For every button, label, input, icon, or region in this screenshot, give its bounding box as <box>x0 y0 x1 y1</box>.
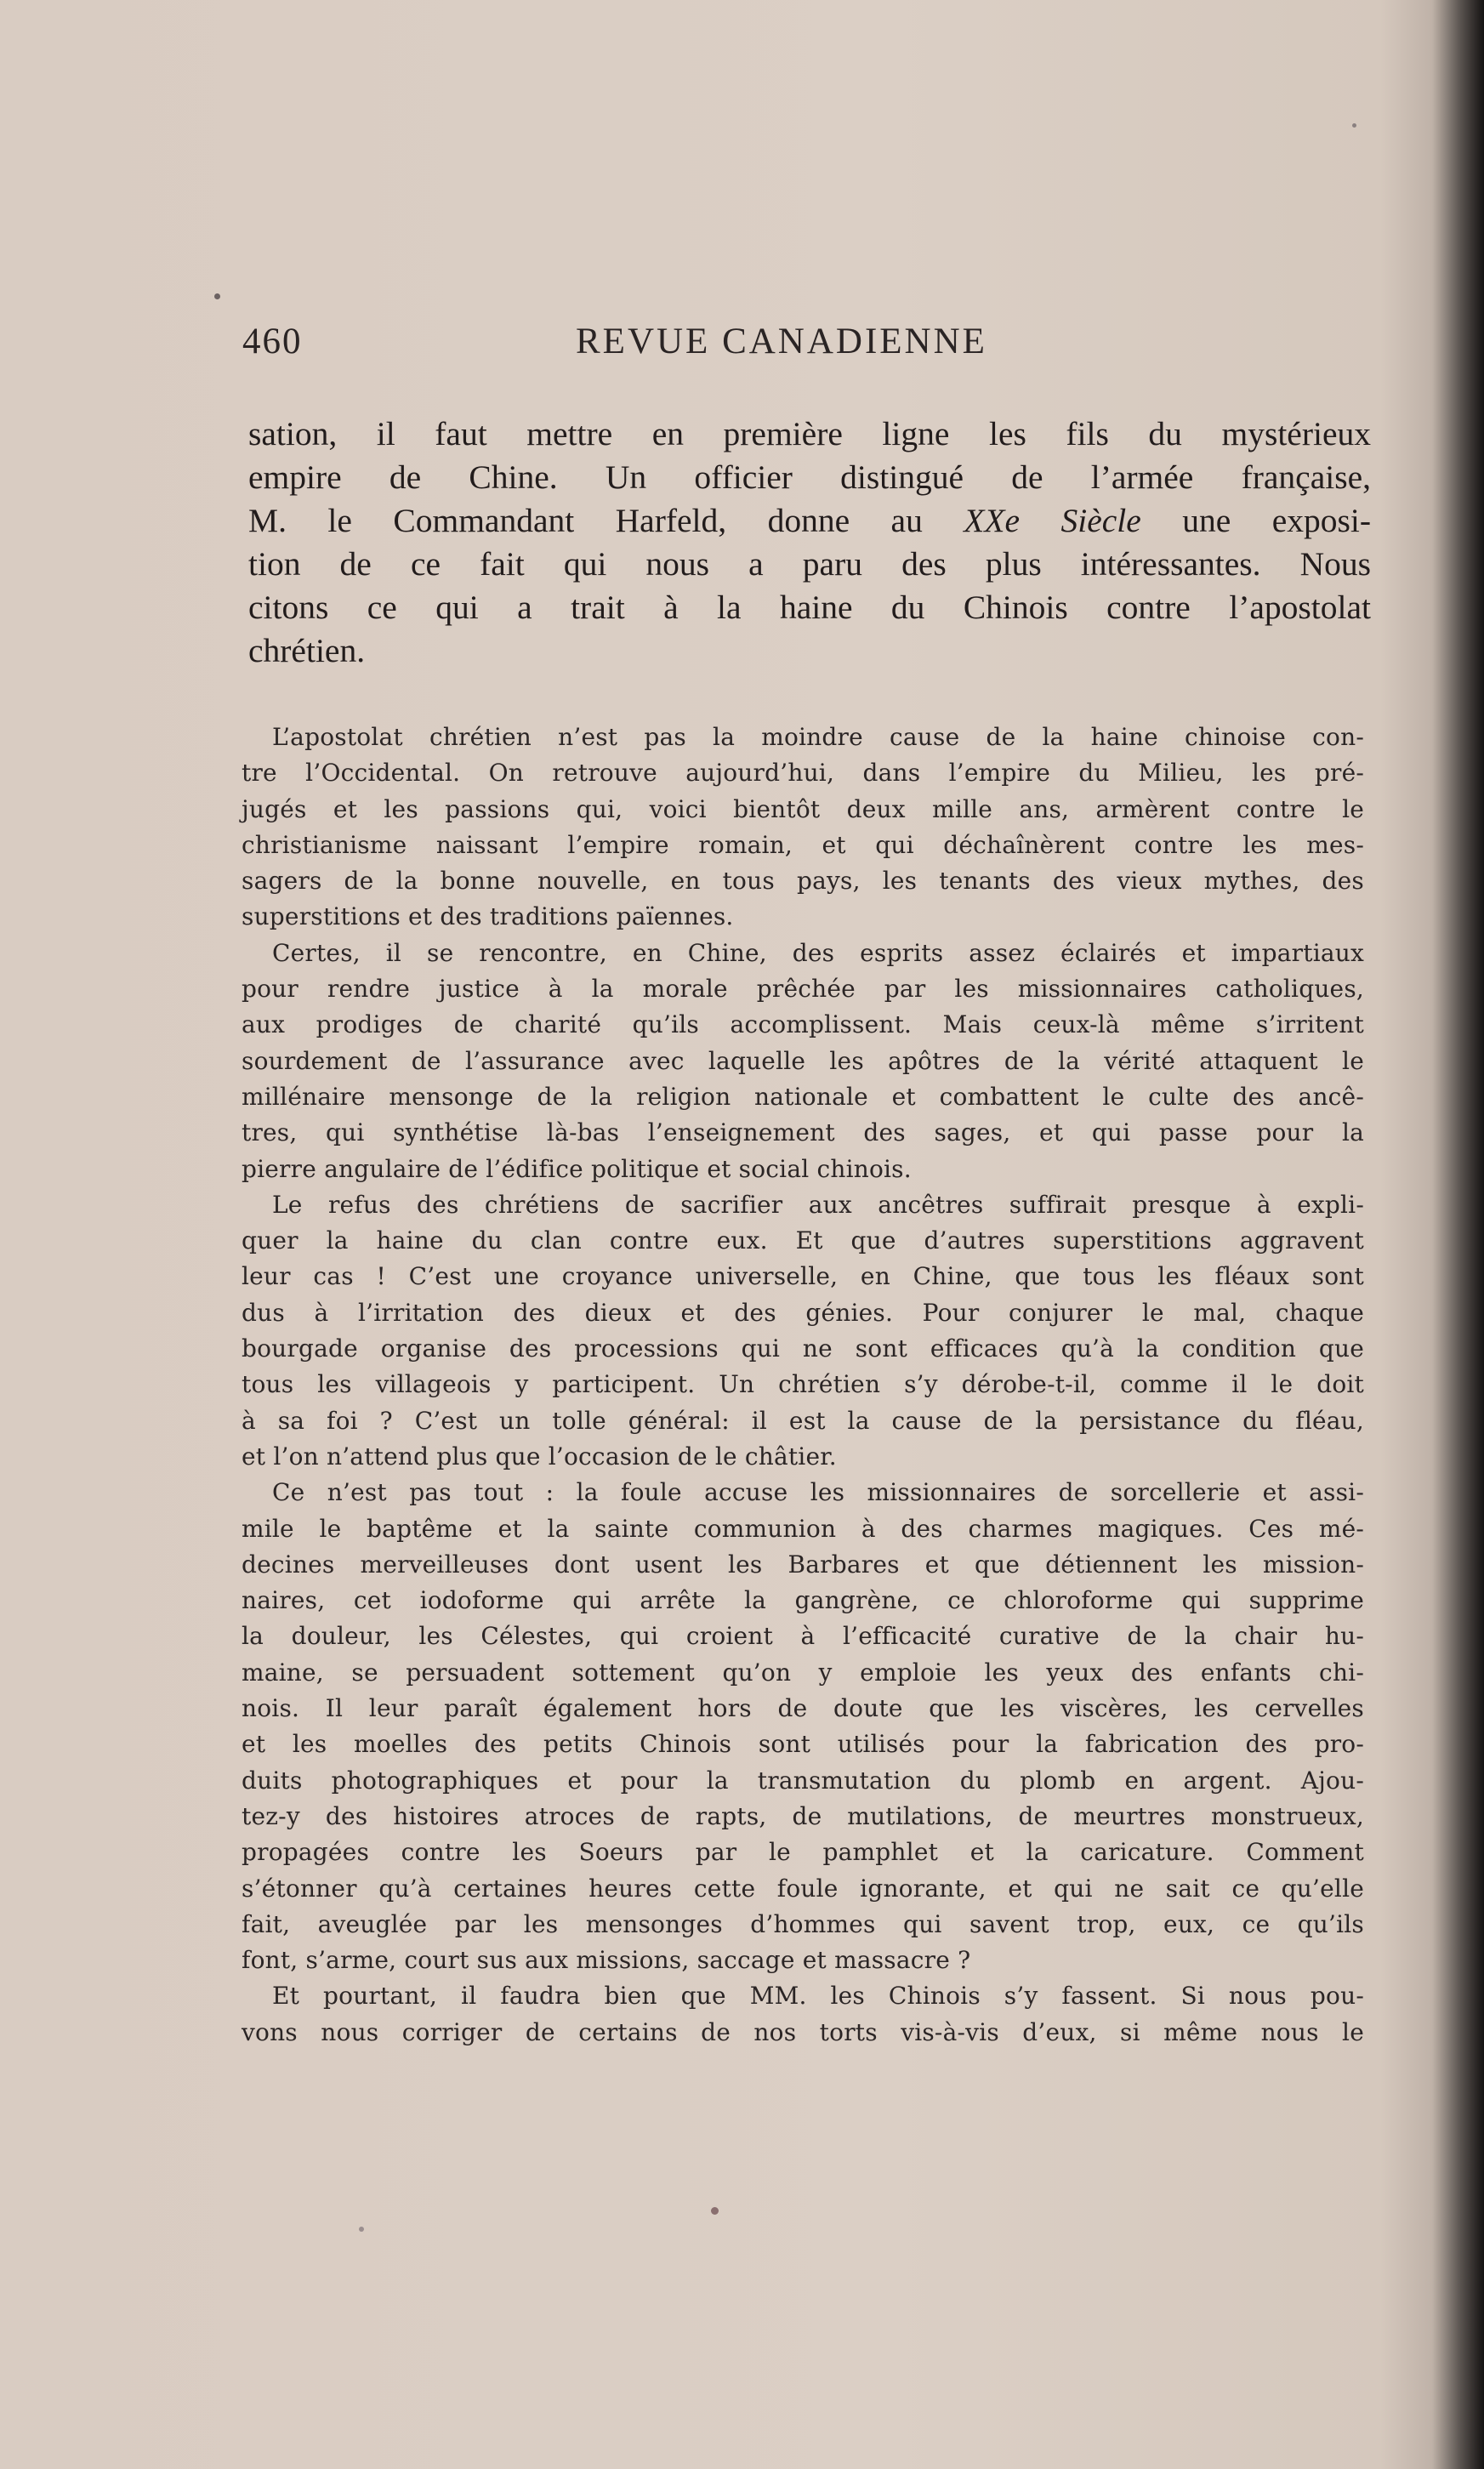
text-line: duits photographiques et pour la transmutation du plomb en argent. Ajou- <box>242 1766 1364 1795</box>
text-line: nois. Il leur paraît également hors de doute que les viscères, les cervelles <box>242 1694 1364 1723</box>
text-line: quer la haine du clan contre eux. Et que d’autres superstitions aggravent <box>242 1226 1364 1255</box>
quoted-paragraph <box>242 720 1364 936</box>
intro-line-text: une exposi- <box>1140 502 1371 539</box>
text-line: christianisme naissant l’empire romain, et qui déchaînèrent contre les mes- <box>242 830 1364 859</box>
text-line: vons nous corriger de certains de nos torts vis-à-vis d’eux, si même nous le <box>242 2017 1364 2046</box>
periodical-title: XXe Siècle <box>964 502 1141 539</box>
text-line: tous les villageois y participent. Un chrétien s’y dérobe-t-il, comme il le doit <box>242 1370 1364 1399</box>
text-line: leur cas ! C’est une croyance universelle, en Chine, que tous les fléaux sont <box>242 1262 1364 1291</box>
text-line: Et pourtant, il faudra bien que MM. les Chinois s’y fassent. Si nous pou- <box>272 1982 1364 2011</box>
text-line: decines merveilleuses dont usent les Barbares et que détiennent les mission- <box>242 1550 1364 1579</box>
text-line: mile le baptême et la sainte communion à des charmes magiques. Ces mé- <box>242 1514 1364 1543</box>
text-line: sagers de la bonne nouvelle, en tous pays, les tenants des vieux mythes, des <box>242 867 1364 896</box>
text-line: jugés et les passions qui, voici bientôt deux mille ans, armèrent contre le <box>242 794 1364 823</box>
text-line: à sa foi ? C’est un tolle général: il est la cause de la persistance du fléau, <box>242 1406 1364 1435</box>
intro-line-text: M. le Commandant Harfeld, donne au <box>248 502 964 539</box>
text-line: propagées contre les Soeurs par le pamphlet et la caricature. Comment <box>242 1838 1364 1867</box>
quoted-passage <box>242 720 1364 2051</box>
text-line: et l’on n’attend plus que l’occasion de le châtier. <box>242 1442 837 1471</box>
text-line: Ce n’est pas tout : la foule accuse les missionnaires de sorcellerie et assi- <box>272 1478 1364 1507</box>
ink-speck <box>214 293 220 299</box>
text-line: fait, aveuglée par les mensonges d’hommes qui savent trop, eux, ce qu’ils <box>242 1909 1364 1938</box>
text-line: tez-y des histoires atroces de rapts, de mutilations, de meurtres monstrueux, <box>242 1801 1364 1830</box>
text-line: font, s’arme, court sus aux missions, saccage et massacre ? <box>242 1946 971 1975</box>
text-line: Certes, il se rencontre, en Chine, des esprits assez éclairés et impartiaux <box>272 938 1364 967</box>
text-line: naires, cet iodoforme qui arrête la gangrène, ce chloroforme qui supprime <box>242 1586 1364 1615</box>
running-head <box>242 321 1365 372</box>
text-line: tre l’Occidental. On retrouve aujourd’hui, dans l’empire du Milieu, les pré- <box>242 759 1364 788</box>
text-line: Le refus des chrétiens de sacrifier aux ancêtres suffirait presque à expli- <box>272 1190 1364 1219</box>
text-line: la douleur, les Célestes, qui croient à l’efficacité curative de la chair hu- <box>242 1622 1364 1651</box>
ink-speck <box>359 2227 364 2232</box>
text-line: maine, se persuadent sottement qu’on y emploie les yeux des enfants chi- <box>242 1658 1364 1687</box>
text-line: millénaire mensonge de la religion nationale et combattent le culte des ancê- <box>242 1082 1364 1111</box>
page-number: 460 <box>242 321 303 361</box>
text-line: pierre angulaire de l’édifice politique et social chinois. <box>242 1154 912 1183</box>
intro-line: tion de ce fait qui nous a paru des plus intéressantes. Nous <box>248 545 1371 583</box>
quoted-paragraph <box>242 1978 1364 2051</box>
text-line: L’apostolat chrétien n’est pas la moindre cause de la haine chinoise con- <box>272 723 1364 751</box>
text-line: aux prodiges de charité qu’ils accomplissent. Mais ceux-là même s’irritent <box>242 1010 1364 1039</box>
text-line: superstitions et des traditions païennes. <box>242 902 734 931</box>
quoted-paragraph <box>242 1187 1364 1475</box>
quoted-paragraph <box>242 936 1364 1187</box>
intro-line: chrétien. <box>248 632 366 669</box>
intro-paragraph <box>248 412 1371 673</box>
text-line: bourgade organise des processions qui ne sont efficaces qu’à la condition que <box>242 1334 1364 1363</box>
intro-line <box>248 499 1371 543</box>
text-line: s’étonner qu’à certaines heures cette foule ignorante, et qui ne sait ce qu’elle <box>242 1874 1364 1903</box>
text-line: et les moelles des petits Chinois sont utilisés pour la fabrication des pro- <box>242 1730 1364 1759</box>
intro-line: citons ce qui a trait à la haine du Chinois contre l’apostolat <box>248 589 1371 626</box>
intro-line: empire de Chine. Un officier distingué de l’armée française, <box>248 458 1371 496</box>
quoted-paragraph <box>242 1475 1364 1978</box>
ink-speck <box>711 2207 719 2215</box>
text-line: sourdement de l’assurance avec laquelle les apôtres de la vérité attaquent le <box>242 1046 1364 1075</box>
journal-title: REVUE CANADIENNE <box>576 321 987 361</box>
text-line: dus à l’irritation des dieux et des génies. Pour conjurer le mal, chaque <box>242 1298 1364 1327</box>
text-line: tres, qui synthétise là-bas l’enseignement des sages, et qui passe pour la <box>242 1118 1364 1147</box>
intro-line: sation, il faut mettre en première ligne les fils du mystérieux <box>248 415 1371 452</box>
text-line: pour rendre justice à la morale prêchée par les missionnaires catholiques, <box>242 975 1364 1004</box>
ink-speck <box>1352 123 1356 128</box>
